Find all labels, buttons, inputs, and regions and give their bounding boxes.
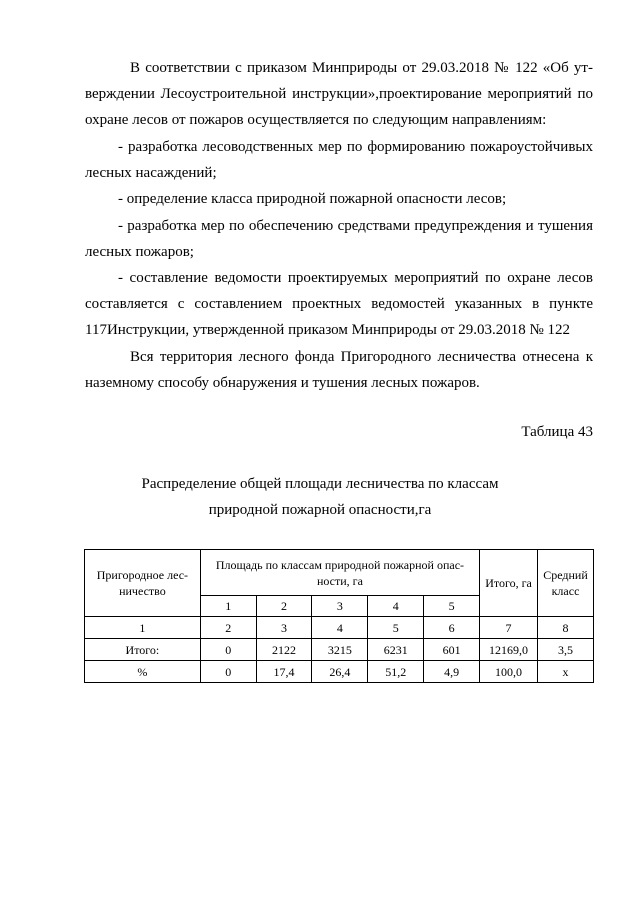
table-header-row [85,550,594,596]
index-cell: 5 [368,617,424,639]
table-cell: 2122 [256,639,312,661]
bullet-1-line-1: - разработка лесоводственных мер по формированию пожароустойчивых [118,139,593,155]
header-area-line-1: Площадь по классам природной пожарной опас- [215,557,465,572]
paragraph-2-line-2: наземному способу обнаружения и тушения лесных пожаров. [85,375,480,391]
header-class-4: 4 [368,596,424,617]
bullet-3-line-2: лесных пожаров; [85,244,194,260]
table-cell: х [537,661,593,683]
bullet-3-line-1: - разработка мер по обеспечению средствами предупреждения и тушения [118,218,593,234]
table-cell: 12169,0 [480,639,538,661]
index-cell: 7 [480,617,538,639]
table-cell: 3215 [312,639,368,661]
header-class-1: 1 [200,596,256,617]
index-cell: 8 [537,617,593,639]
bullet-4-line-1: - составление ведомости проектируемых мероприятий по охране лесов [118,270,593,286]
table-number: Таблица 43 [521,424,593,440]
header-average-line-1: Средний [543,568,588,582]
table-row [85,661,594,683]
paragraph-2-line-1: Вся территория лесного фонда Пригородного лесничества отнесена к [130,349,593,365]
header-forestry-line-1: Пригородное лес- [96,568,189,582]
table-cell: 6231 [368,639,424,661]
header-area-line-2: ности, га [316,573,363,588]
fire-hazard-table [84,549,594,683]
table-cell: 4,9 [424,661,480,683]
header-forestry [85,550,201,617]
header-average-line-2: класс [551,584,580,598]
header-forestry-line-2: ничество [119,584,166,598]
index-cell: 4 [312,617,368,639]
header-total: Итого, га [480,550,538,617]
table-row [85,639,594,661]
bullet-4-line-2: составляется с составлением проектных ведомостей указанных в пункте [85,296,593,312]
table-cell: 26,4 [312,661,368,683]
bullet-2-line-1: - определение класса природной пожарной опасности лесов; [118,191,507,207]
paragraph-1-line-3: охране лесов от пожаров осуществляется по следующим направлениям: [85,112,547,128]
header-class-3: 3 [312,596,368,617]
table-cell: 51,2 [368,661,424,683]
table-index-row [85,617,594,639]
header-class-5: 5 [424,596,480,617]
index-cell: 1 [85,617,201,639]
row-label: % [85,661,201,683]
table-cell: 17,4 [256,661,312,683]
table-cell: 0 [200,661,256,683]
bullet-1-line-2: лесных насаждений; [85,165,217,181]
row-label: Итого: [85,639,201,661]
table-caption-line-2: природной пожарной опасности,га [208,502,432,518]
paragraph-1-line-2: верждении Лесоустроительной инструкции»,проектирование мероприятий по [85,86,593,102]
table-cell: 0 [200,639,256,661]
table-cell: 3,5 [537,639,593,661]
table-cell: 601 [424,639,480,661]
index-cell: 6 [424,617,480,639]
header-class-2: 2 [256,596,312,617]
index-cell: 3 [256,617,312,639]
bullet-4-line-3: 117Инструкции, утвержденной приказом Минприроды от 29.03.2018 № 122 [85,322,571,338]
paragraph-1-line-1: В соответствии с приказом Минприроды от 29.03.2018 № 122 «Об ут- [130,60,593,76]
table-cell: 100,0 [480,661,538,683]
header-average-class [537,550,593,617]
header-area-by-class [200,550,479,596]
table-caption-line-1: Распределение общей площади лесничества по классам [141,476,499,492]
index-cell: 2 [200,617,256,639]
